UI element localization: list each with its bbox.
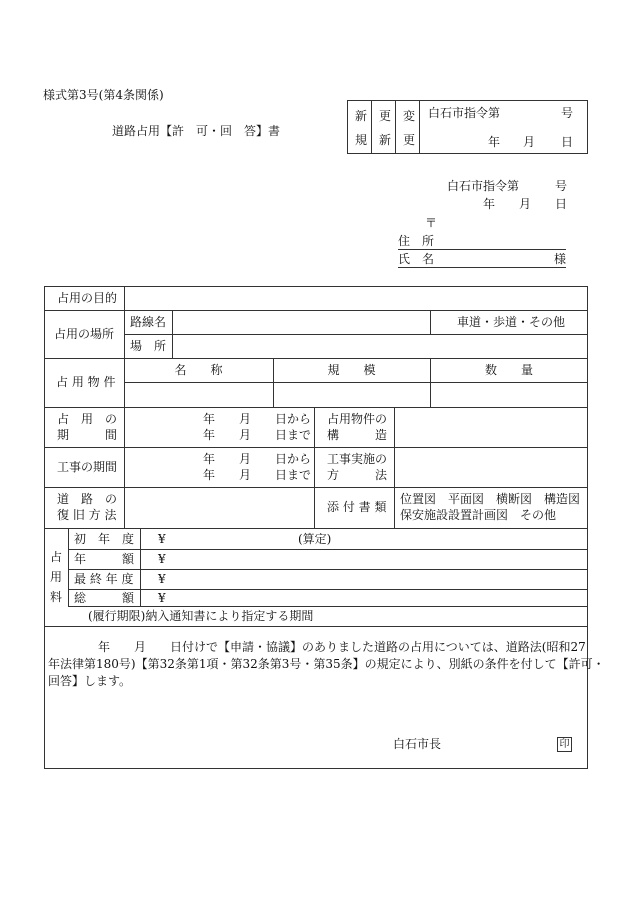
road-type-options: 車道・歩道・その他 (457, 315, 566, 329)
purpose-label: 占用の目的 (57, 291, 118, 305)
stamp-header-new: 新 (355, 109, 368, 123)
body-line-3: 回答】します。 (48, 674, 132, 688)
yen-3: ¥ (158, 572, 166, 586)
place-label: 占用の場所 (54, 327, 115, 341)
fee-row-final-year: 最 終 年 度 (74, 572, 134, 586)
period-to: 年 月 日まで (203, 428, 312, 442)
name-line (398, 250, 566, 268)
stamp-sub-new: 規 (355, 133, 368, 147)
form-number: 様式第3号(第4条関係) (43, 88, 164, 102)
fee-row-first-year: 初 年 度 (74, 532, 135, 546)
honorific: 様 (553, 252, 566, 266)
yen-4: ¥ (158, 591, 166, 605)
period-label-1: 占 用 の (57, 412, 118, 426)
work-from: 年 月 日から (203, 452, 312, 466)
seal-mark: 印 (557, 737, 572, 752)
structure-label-2: 構 造 (327, 428, 388, 442)
issuer-year: 年 (483, 197, 496, 211)
fee-vertical-1: 占 (50, 550, 63, 564)
object-col-name: 名 称 (174, 363, 223, 377)
work-to: 年 月 日まで (203, 468, 312, 482)
work-period-label: 工事の期間 (57, 460, 118, 474)
estimate-note: (算定) (298, 532, 332, 546)
issuer-number-suffix: 号 (555, 179, 568, 193)
body-line-2: 年法律第180号)【第32条第1項・第32条第3号・第35条】の規定により、別紙の条件を付して【許可・ (48, 657, 605, 671)
restore-label-1: 道 路 の (57, 492, 118, 506)
body-line-1: 年 月 日付けで【申請・協議】のありました道路の占用については、道路法(昭和27 (98, 640, 586, 654)
issuer-month: 月 (519, 197, 532, 211)
fee-row-annual: 年 額 (74, 552, 135, 566)
postal-mark: 〒 (425, 216, 438, 230)
method-label-2: 方 法 (327, 468, 388, 482)
period-label-2: 期 間 (57, 428, 118, 442)
address-line (398, 232, 566, 250)
attach-docs-1: 位置図 平面図 横断図 構造図 (400, 492, 581, 506)
address-label: 住 所 (398, 234, 435, 248)
yen-2: ¥ (158, 552, 166, 566)
stamp-month: 月 (523, 135, 536, 149)
stamp-header-renew: 更 (379, 109, 392, 123)
stamp-sub-change: 更 (403, 133, 416, 147)
stamp-header-change: 変 (403, 109, 416, 123)
yen-1: ¥ (158, 532, 166, 546)
object-col-scale: 規 模 (327, 363, 376, 377)
payment-deadline: (履行期限)納入通知書により指定する期間 (88, 609, 314, 623)
attach-label: 添 付 書 類 (327, 500, 387, 514)
route-label: 路線名 (130, 315, 167, 329)
stamp-number-suffix: 号 (561, 106, 574, 120)
attach-docs-2: 保安施設設置計画図 その他 (400, 508, 557, 522)
stamp-year: 年 (488, 135, 501, 149)
fee-row-total: 総 額 (74, 591, 135, 605)
signatory: 白石市長 (393, 737, 442, 751)
location-label: 場 所 (130, 339, 167, 353)
method-label-1: 工事実施の (327, 452, 388, 466)
issuer-directive: 白石市指令第 (447, 179, 520, 193)
document-title: 道路占用【許 可・回 答】書 (112, 124, 281, 138)
period-from: 年 月 日から (203, 412, 312, 426)
restore-label-2: 復 旧 方 法 (57, 508, 117, 522)
stamp-sub-renew: 新 (379, 133, 392, 147)
fee-vertical-3: 料 (50, 590, 63, 604)
structure-label-1: 占用物件の (327, 412, 388, 426)
issuer-day: 日 (555, 197, 568, 211)
fee-vertical-2: 用 (50, 570, 63, 584)
object-label: 占 用 物 件 (56, 375, 116, 389)
name-label: 氏 名 (398, 252, 435, 266)
object-col-quantity: 数 量 (484, 363, 533, 377)
stamp-day: 日 (561, 135, 574, 149)
stamp-directive: 白石市指令第 (428, 106, 501, 120)
